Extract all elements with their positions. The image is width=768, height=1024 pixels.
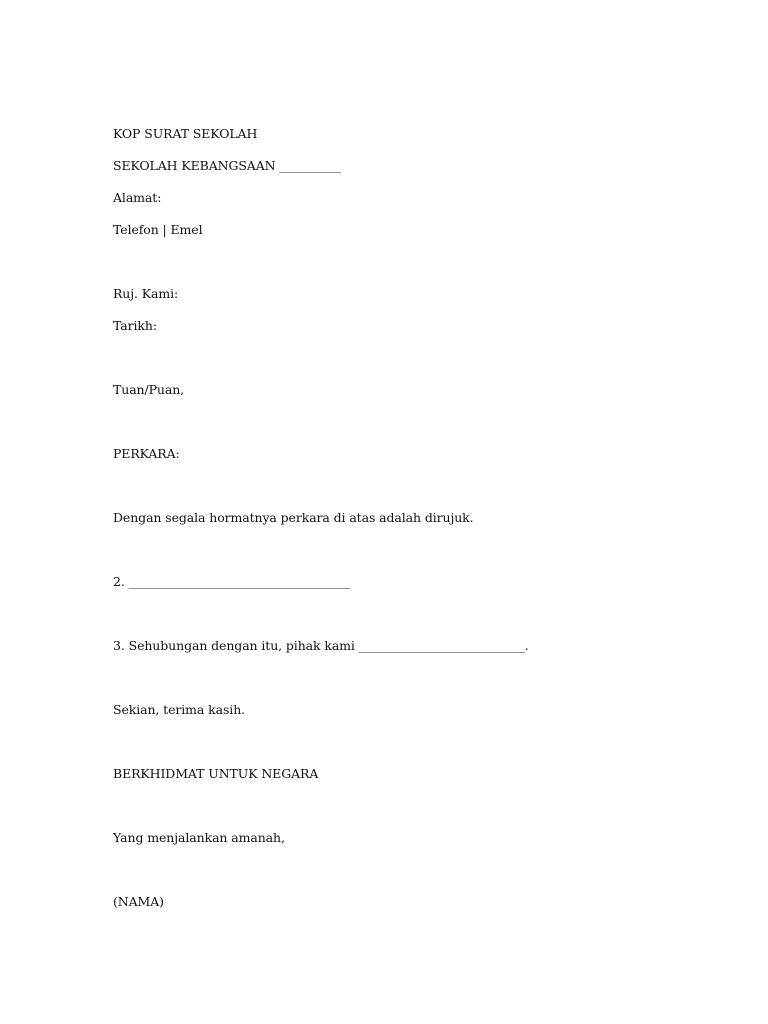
- subject-label: PERKARA:: [113, 446, 180, 461]
- reference-label: Ruj. Kami:: [113, 286, 179, 301]
- signoff: Yang menjalankan amanah,: [113, 830, 285, 845]
- motto: BERKHIDMAT UNTUK NEGARA: [113, 766, 319, 781]
- address-label: Alamat:: [113, 190, 162, 205]
- signatory-name: (NAMA): [113, 894, 164, 909]
- closing-line: Sekian, terima kasih.: [113, 702, 246, 717]
- letterhead-title: KOP SURAT SEKOLAH: [113, 126, 258, 141]
- school-name: SEKOLAH KEBANGSAAN __________: [113, 158, 341, 173]
- paragraph-3: 3. Sehubungan dengan itu, pihak kami ___________________________.: [113, 638, 529, 653]
- paragraph-2: 2. ____________________________________: [113, 574, 351, 589]
- salutation: Tuan/Puan,: [113, 382, 185, 397]
- contact-line: Telefon | Emel: [113, 222, 203, 237]
- paragraph-1: Dengan segala hormatnya perkara di atas adalah dirujuk.: [113, 510, 474, 525]
- date-label: Tarikh:: [113, 318, 157, 333]
